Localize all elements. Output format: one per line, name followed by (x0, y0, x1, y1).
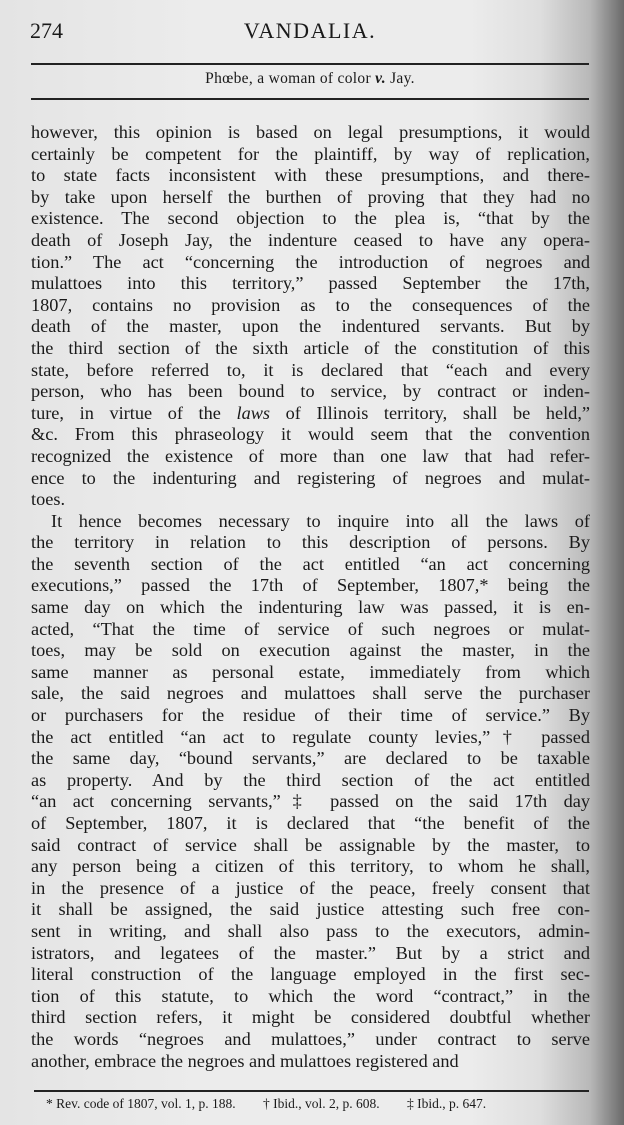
page-number: 274 (30, 18, 63, 43)
body-line: it shall be assigned, the said justice attesting such free con- (31, 899, 590, 920)
body-line: same manner as personal estate, immediately from which (31, 661, 590, 682)
body-line: same day on which the indenturing law was passed, it is en- (31, 597, 590, 618)
body-line: sent in writing, and shall also pass to the executors, admin- (31, 920, 590, 941)
body-line: said contract of service shall be assignable by the master, to (31, 834, 590, 855)
body-line: the words “negroes and mulattoes,” under contract to serve (31, 1028, 590, 1049)
body-line: certainly be competent for the plaintiff, by way of replication, (31, 143, 590, 164)
body-line: death of Joseph Jay, the indenture ceased to have any opera- (31, 229, 590, 250)
body-line: the territory in relation to this description of persons. By (31, 532, 590, 553)
case-title (31, 70, 589, 88)
body-line: death of the master, upon the indentured servants. But by (31, 316, 590, 337)
body-line: state, before referred to, it is declared that “each and every (31, 359, 590, 380)
body-line: recognized the existence of more than one law that had refer- (31, 445, 590, 466)
body-line: It hence becomes necessary to inquire into all the laws of (51, 510, 590, 531)
body-line: toes. (31, 489, 66, 510)
running-head (30, 18, 590, 48)
body-line: “an act concerning servants,”‡ passed on the said 17th day (31, 791, 590, 812)
case-defendant: Jay. (390, 70, 415, 87)
body-line: existence. The second objection to the plea is, “that by the (31, 208, 590, 229)
body-line: the seventh section of the act entitled “an act concerning (31, 553, 590, 574)
footnote-dagger: † Ibid., vol. 2, p. 608. (262, 1096, 380, 1111)
body-line: mulattoes into this territory,” passed September the 17th, (31, 273, 590, 294)
body-line: any person being a citizen of this territory, to whom he shall, (31, 856, 590, 877)
body-line-segment: of Illinois territory, shall be held,” (270, 402, 590, 423)
body-line: to state facts inconsistent with these presumptions, and there- (31, 165, 590, 186)
body-line: acted, “That the time of service of such negroes or mulat- (31, 618, 590, 639)
footnote-double-dagger: ‡ Ibid., p. 647. (406, 1096, 487, 1111)
case-plaintiff: Phœbe, a woman of color (205, 70, 371, 87)
header-rule-bottom (31, 98, 589, 100)
body-line: literal construction of the language employed in the first sec- (31, 964, 590, 985)
footnote-rule (34, 1090, 589, 1092)
body-line: the same day, “bound servants,” are declared to be taxable (31, 748, 590, 769)
body-line: another, embrace the negroes and mulattoes registered and (31, 1050, 459, 1071)
header-rule-top (31, 63, 589, 65)
body-line: in the presence of a justice of the peace, freely consent that (31, 877, 590, 898)
body-line: as property. And by the third section of the act entitled (31, 769, 590, 790)
body-line: toes, may be sold on execution against the master, in the (31, 640, 590, 661)
body-text (31, 122, 590, 1072)
body-line: person, who has been bound to service, by contract or inden- (31, 381, 590, 402)
body-line: tion of this statute, to which the word “contract,” in the (31, 985, 590, 1006)
italic-word: laws (236, 402, 271, 423)
body-line: of September, 1807, it is declared that “the benefit of the (31, 813, 590, 833)
body-line: third section refers, it might be considered doubtful whether (31, 1007, 590, 1028)
body-line: executions,” passed the 17th of September, 1807,* being the (31, 575, 590, 596)
body-line: sale, the said negroes and mulattoes shall serve the purchaser (31, 683, 590, 704)
body-line: the third section of the sixth article of the constitution of this (31, 337, 590, 358)
body-line: 1807, contains no provision as to the consequences of the (31, 294, 590, 315)
body-line: &c. From this phraseology it would seem that the convention (31, 424, 590, 445)
running-title: VANDALIA. (243, 18, 377, 43)
footnotes (46, 1096, 586, 1112)
footnote-star: * Rev. code of 1807, vol. 1, p. 188. (46, 1096, 236, 1111)
body-line: istrators, and legatees of the master.” But by a strict and (31, 942, 590, 963)
body-line: by take upon herself the burthen of proving that they had no (31, 186, 590, 207)
body-line: tion.” The act “concerning the introduction of negroes and (31, 251, 590, 272)
body-line-segment: ture, in virtue of the (31, 402, 237, 423)
case-versus: v. (375, 70, 386, 87)
body-line: or purchasers for the residue of their time of service.” By (31, 705, 590, 726)
body-line: however, this opinion is based on legal presumptions, it would (31, 122, 590, 142)
body-line (31, 403, 590, 425)
body-line: the act entitled “an act to regulate county levies,”† passed (31, 726, 590, 747)
body-line: ence to the indenturing and registering of negroes and mulat- (31, 467, 590, 488)
